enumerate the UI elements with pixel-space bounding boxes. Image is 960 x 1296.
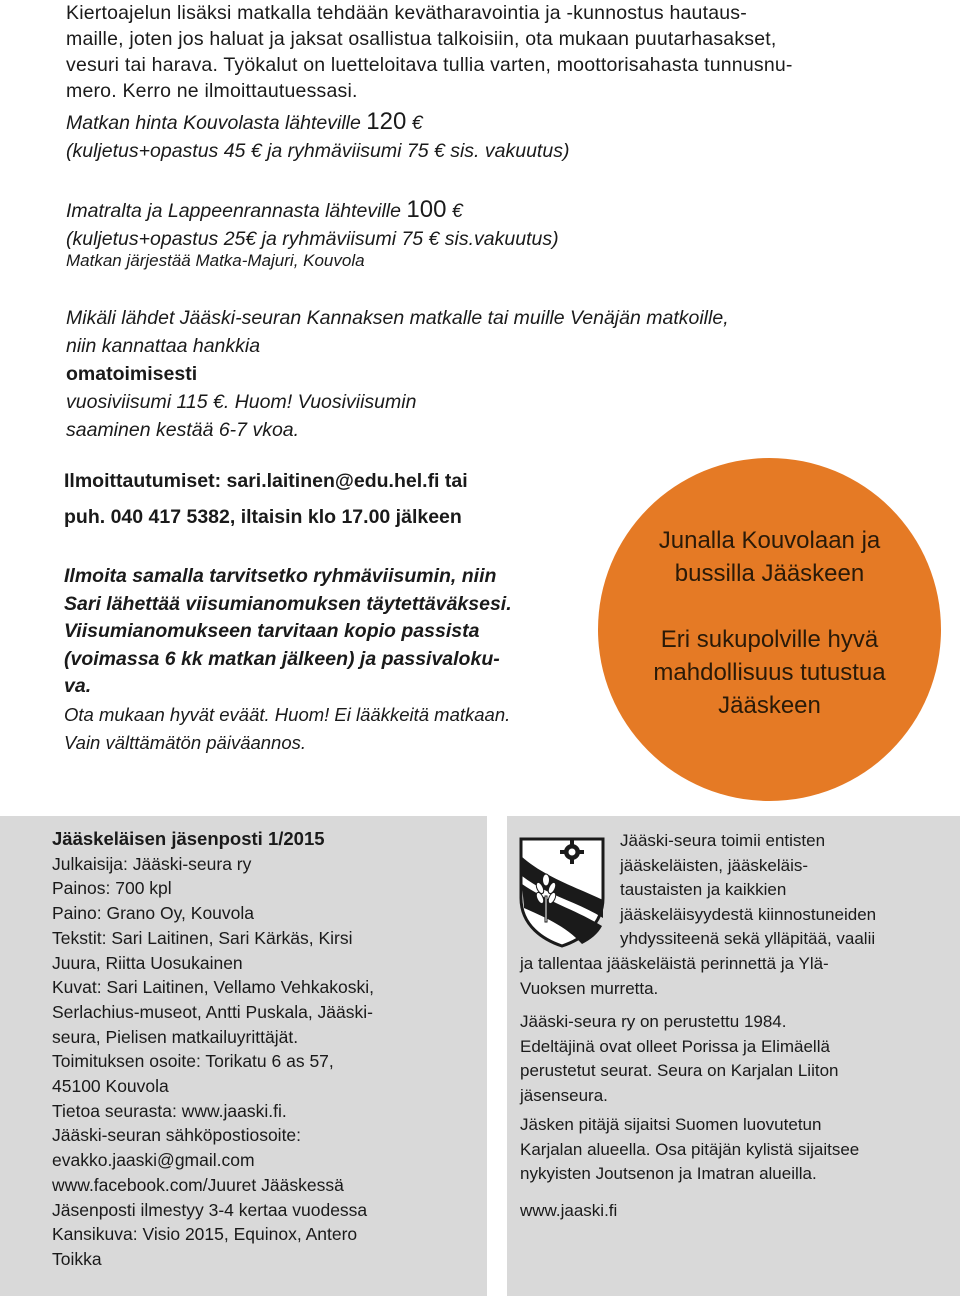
notice-line: Viisumianomukseen tarvitaan kopio passista xyxy=(64,620,480,642)
self-visa-line-pre: niin kannattaa hankkia xyxy=(66,335,261,357)
price-imatra-prefix: Imatralta ja Lappeenrannasta lähteville xyxy=(66,200,407,222)
price-kouvola-amount: 120 xyxy=(366,108,407,135)
contact-phone: puh. 040 417 5382, iltaisin klo 17.00 jälkeen xyxy=(64,506,462,528)
organizer-text: Matkan järjestää Matka-Majuri, Kouvola xyxy=(66,251,365,270)
society-intro-full xyxy=(520,952,829,1001)
society-line: nykyisten Joutsenon ja Imatran alueilla. xyxy=(520,1164,817,1183)
colophon-line: Tietoa seurasta: www.jaaski.fi. xyxy=(52,1100,287,1121)
price-kouvola-prefix: Matkan hinta Kouvolasta lähteville xyxy=(66,112,367,134)
price-imatra-details: (kuljetus+opastus 25€ ja ryhmäviisumi 75 € sis.vakuutus) xyxy=(66,228,559,250)
society-history xyxy=(520,1010,838,1108)
self-visa-emphasis: omatoimisesti xyxy=(66,363,198,385)
promo-circle xyxy=(598,458,941,801)
price-kouvola xyxy=(66,108,569,165)
colophon-line: Paino: Grano Oy, Kouvola xyxy=(52,903,255,924)
society-line: Jääski-seura ry on perustettu 1984. xyxy=(520,1012,787,1031)
intro-line: mero. Kerro ne ilmoittautuessasi. xyxy=(66,80,358,102)
colophon-line: Jääski-seuran sähköpostiosoite: xyxy=(52,1125,302,1146)
circle-line: Junalla Kouvolaan ja xyxy=(658,527,881,554)
colophon-line: seura, Pielisen matkailuyrittäjät. xyxy=(52,1026,299,1047)
society-line: jäsenseura. xyxy=(520,1085,608,1105)
colophon-line: Kansikuva: Visio 2015, Equinox, Antero xyxy=(52,1224,358,1245)
notice-line: va. xyxy=(64,675,92,697)
notice-plain-line: Ota mukaan hyvät eväät. Huom! Ei lääkkeitä matkaan. xyxy=(64,703,511,725)
colophon-title: Jääskeläisen jäsenposti 1/2015 xyxy=(52,828,325,849)
intro-line: maille, joten jos haluat ja jaksat osallistua talkoisiin, ota mukaan puutarhasakset, xyxy=(66,28,777,50)
self-visa-line-post: vuosiviisumi 115 €. Huom! Vuosiviisumin xyxy=(66,391,417,413)
society-line: ja tallentaa jääskeläistä perinnettä ja Ylä- xyxy=(520,954,829,973)
intro-line: Kiertoajelun lisäksi matkalla tehdään kevätharavointia ja -kunnostus hautaus- xyxy=(66,2,747,24)
intro-paragraph xyxy=(66,0,793,104)
circle-line: Eri sukupolville hyvä xyxy=(660,626,879,653)
self-visa-line: saaminen kestää 6-7 vkoa. xyxy=(66,419,300,441)
colophon-line: 45100 Kouvola xyxy=(52,1076,169,1097)
price-imatra xyxy=(66,196,559,253)
society-line: Vuoksen murretta. xyxy=(520,978,659,998)
price-imatra-currency: € xyxy=(446,200,463,222)
intro-line: vesuri tai harava. Työkalut on luetteloitava tullia varten, moottorisahasta tunnusnu- xyxy=(66,54,793,76)
colophon-line: Kuvat: Sari Laitinen, Vellamo Vehkakoski, xyxy=(52,977,374,998)
circle-line: Jääskeen xyxy=(718,692,821,719)
society-line: taustaisten ja kaikkien xyxy=(620,880,787,899)
colophon-line: Tekstit: Sari Laitinen, Sari Kärkäs, Kirsi xyxy=(52,927,353,948)
society-line: jääskeläisyydestä kiinnostuneiden xyxy=(620,904,877,924)
society-line: perustetut seurat. Seura on Karjalan Liiton xyxy=(520,1061,839,1080)
notice-line: Sari lähettää viisumianomuksen täytettäväksesi. xyxy=(64,592,512,615)
colophon-line: Painos: 700 kpl xyxy=(52,878,172,899)
colophon-line: evakko.jaaski@gmail.com xyxy=(52,1150,255,1171)
colophon-line: Julkaisija: Jääski-seura ry xyxy=(52,853,252,874)
contact-email: Ilmoittautumiset: sari.laitinen@edu.hel.fi tai xyxy=(64,470,468,492)
colophon xyxy=(52,827,374,1272)
coat-of-arms-icon xyxy=(518,836,606,948)
circle-line: mahdollisuus tutustua xyxy=(653,659,886,686)
price-imatra-amount: 100 xyxy=(406,196,447,223)
notice-plain-line: Vain välttämätön päiväannos. xyxy=(64,731,307,753)
colophon-line: Serlachius-museot, Antti Puskala, Jääski- xyxy=(52,1001,373,1022)
society-line: Jäsken pitäjä sijaitsi Suomen luovutetun xyxy=(520,1115,822,1134)
self-visa-line: Mikäli lähdet Jääski-seuran Kannaksen matkalle tai muille Venäjän matkoille, xyxy=(66,307,729,329)
society-line: yhdyssiteenä sekä ylläpitää, vaalii xyxy=(620,929,876,948)
society-line: Jääski-seura toimii entisten xyxy=(620,831,826,850)
price-kouvola-currency: € xyxy=(406,112,423,134)
society-line: Edeltäjinä ovat olleet Porissa ja Elimäellä xyxy=(520,1036,830,1056)
colophon-line: www.facebook.com/Juuret Jääskessä xyxy=(52,1174,344,1195)
colophon-line: Toimituksen osoite: Torikatu 6 as 57, xyxy=(52,1051,334,1072)
self-visa-paragraph xyxy=(66,304,729,444)
society-line: Karjalan alueella. Osa pitäjän kylistä sijaitsee xyxy=(520,1139,860,1159)
notice-line: Ilmoita samalla tarvitsetko ryhmäviisumin, niin xyxy=(64,565,497,587)
colophon-line: Jäsenposti ilmestyy 3-4 kertaa vuodessa xyxy=(52,1199,368,1220)
notice-line: (voimassa 6 kk matkan jälkeen) ja passivaloku- xyxy=(64,647,500,670)
price-kouvola-details: (kuljetus+opastus 45 € ja ryhmäviisumi 75 € sis. vakuutus) xyxy=(66,140,570,162)
circle-line: bussilla Jääskeen xyxy=(674,560,865,587)
visa-notice xyxy=(64,563,512,757)
colophon-line: Toikka xyxy=(52,1248,102,1269)
colophon-line: Juura, Riitta Uosukainen xyxy=(52,952,243,973)
society-intro-indented xyxy=(620,829,876,952)
society-line: jääskeläisten, jääskeläis- xyxy=(620,855,809,875)
society-url-link[interactable]: www.jaaski.fi xyxy=(520,1201,618,1220)
society-location xyxy=(520,1113,859,1187)
